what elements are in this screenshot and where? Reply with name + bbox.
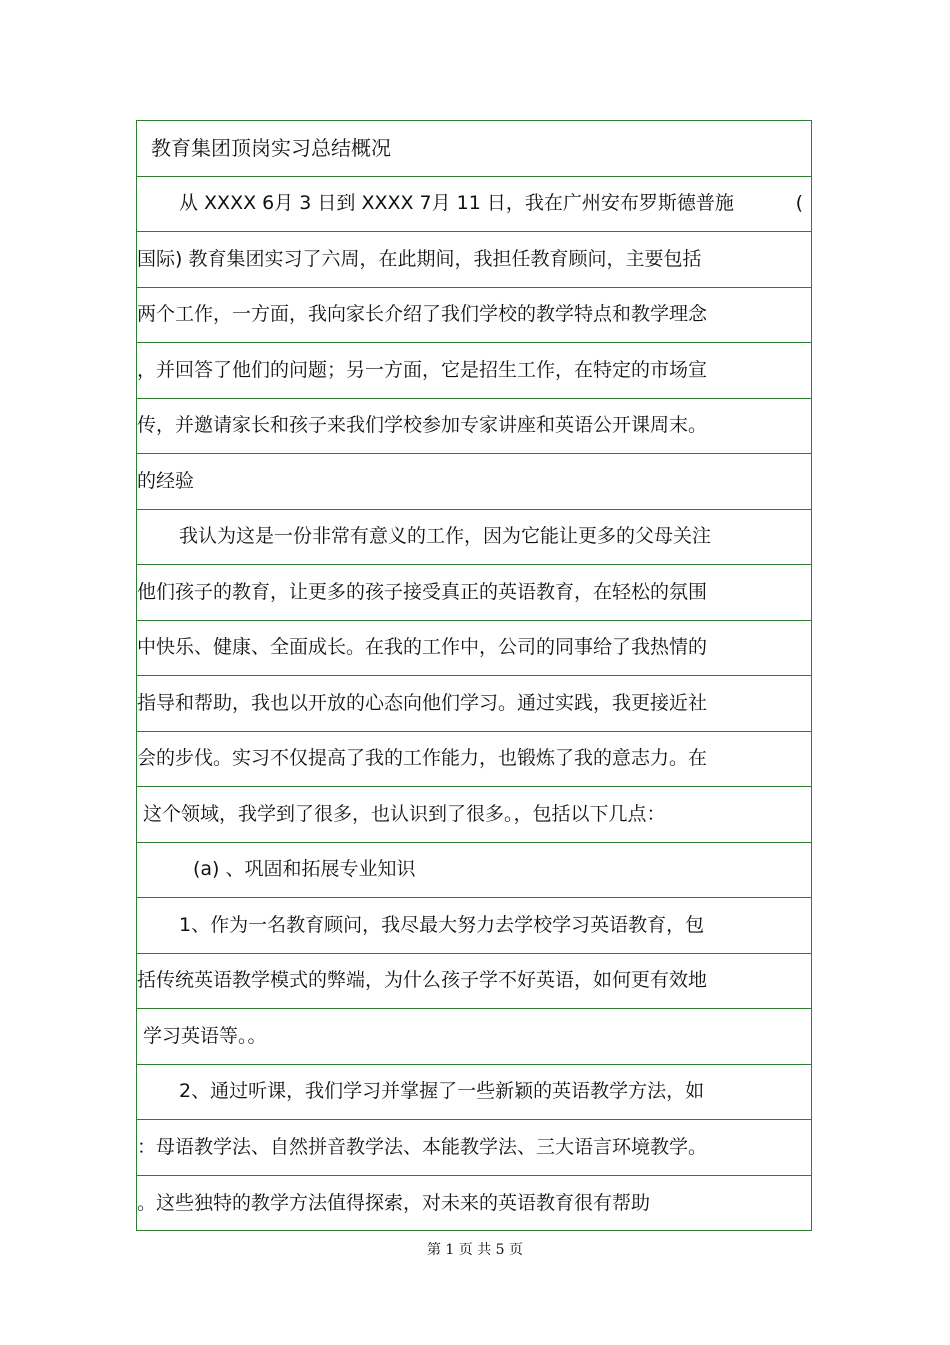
document-table xyxy=(136,120,812,1231)
text-line-end: ( xyxy=(795,192,803,215)
page-footer: 第 1 页 共 5 页 xyxy=(426,1242,524,1258)
text-line: ：母语教学法、自然拼音教学法、本能教学法、三大语言环境教学。 xyxy=(137,1120,811,1176)
text-line: 会的步伐。实习不仅提高了我的工作能力，也锻炼了我的意志力。在 xyxy=(137,732,811,788)
text-line: 国际) 教育集团实习了六周，在此期间，我担任教育顾问，主要包括 xyxy=(137,232,811,288)
text-line: 传，并邀请家长和孩子来我们学校参加专家讲座和英语公开课周末。 xyxy=(137,399,811,455)
text-line: ，并回答了他们的问题；另一方面，它是招生工作，在特定的市场宣 xyxy=(137,343,811,399)
text-line: 的经验 xyxy=(137,454,811,510)
text-line: 中快乐、健康、全面成长。在我的工作中，公司的同事给了我热情的 xyxy=(137,621,811,677)
text-line: 1、作为一名教育顾问，我尽最大努力去学校学习英语教育，包 xyxy=(137,898,811,954)
section-heading: (a) 、巩固和拓展专业知识 xyxy=(137,843,811,899)
text-line: 指导和帮助，我也以开放的心态向他们学习。通过实践，我更接近社 xyxy=(137,676,811,732)
text-line: 括传统英语教学模式的弊端，为什么孩子学不好英语，如何更有效地 xyxy=(137,954,811,1010)
text-line xyxy=(137,177,811,233)
text-line: 我认为这是一份非常有意义的工作，因为它能让更多的父母关注 xyxy=(137,510,811,566)
text-line: 他们孩子的教育，让更多的孩子接受真正的英语教育，在轻松的氛围 xyxy=(137,565,811,621)
text-line: 两个工作，一方面，我向家长介绍了我们学校的教学特点和教学理念 xyxy=(137,288,811,344)
text-line: 这个领域，我学到了很多，也认识到了很多。，包括以下几点： xyxy=(137,787,811,843)
text-line: 2、通过听课，我们学习并掌握了一些新颖的英语教学方法，如 xyxy=(137,1065,811,1121)
text-line-content: 从 XXXX 6月 3 日到 XXXX 7月 11 日，我在广州安布罗斯德普施 xyxy=(179,192,734,215)
document-title: 教育集团顶岗实习总结概况 xyxy=(137,121,811,177)
text-line: 学习英语等。。 xyxy=(137,1009,811,1065)
text-line: 。这些独特的教学方法值得探索，对未来的英语教育很有帮助 xyxy=(137,1191,651,1214)
